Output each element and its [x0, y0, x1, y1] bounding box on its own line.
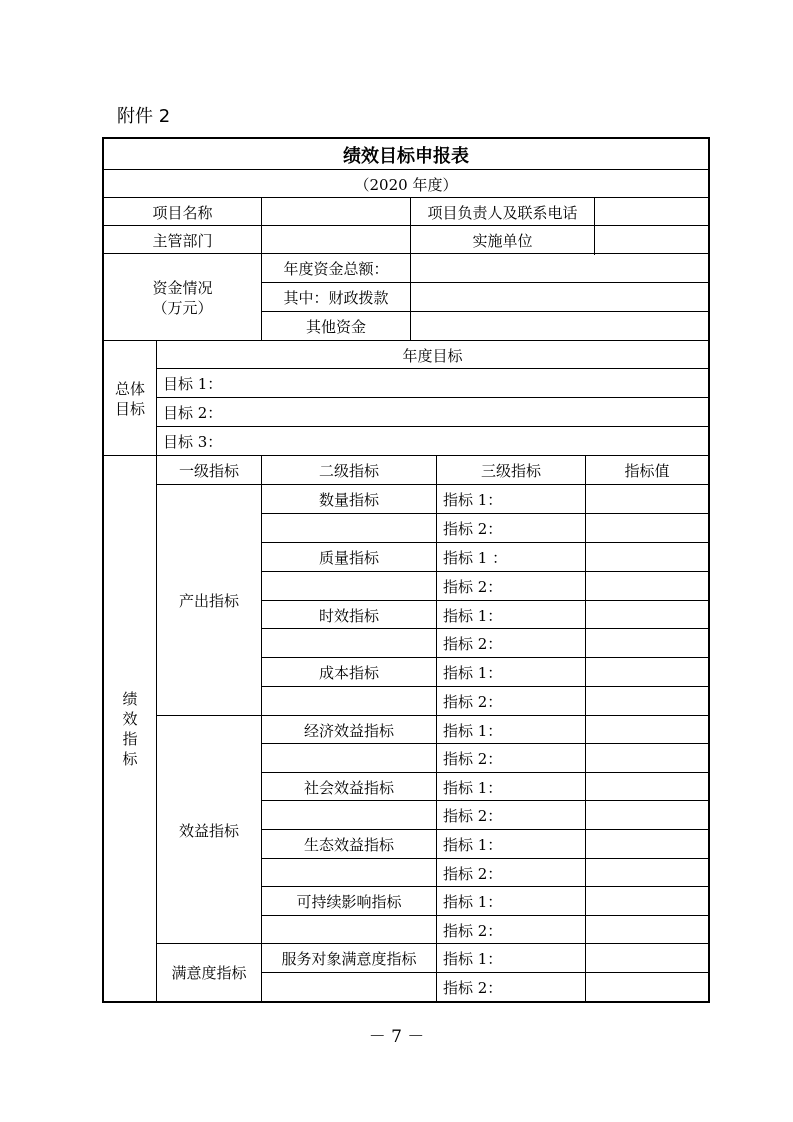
level2-service-satisfaction: 服务对象满意度指标 — [281, 950, 417, 968]
grid-line — [436, 456, 437, 1001]
goal-2[interactable]: 目标 2： — [163, 404, 223, 422]
level1-benefit: 效益指标 — [178, 821, 239, 840]
grid-line — [261, 254, 262, 341]
overall-goal-label-line1: 总体 — [114, 379, 145, 398]
level2-economic: 经济效益指标 — [303, 721, 394, 740]
grid-line — [262, 513, 708, 514]
annual-total-input[interactable] — [411, 254, 708, 283]
grid-line — [261, 198, 262, 255]
perf-char: 指 — [122, 729, 138, 748]
level3-item[interactable]: 指标 2： — [443, 750, 503, 768]
funding-label-line1: 资金情况 — [152, 278, 213, 297]
grid-line — [104, 340, 708, 341]
grid-line — [262, 571, 708, 572]
goal-1[interactable]: 目标 1： — [163, 375, 223, 393]
grid-line — [262, 915, 708, 916]
performance-goal-table — [102, 137, 710, 1003]
level3-item[interactable]: 指标 2： — [443, 921, 503, 940]
grid-line — [104, 455, 708, 456]
perf-char: 绩 — [122, 689, 138, 708]
funding-label — [104, 254, 261, 341]
grid-line — [262, 311, 708, 312]
grid-line — [157, 426, 708, 427]
annual-goal-header: 年度目标 — [402, 346, 463, 365]
grid-line — [157, 368, 708, 369]
grid-line — [262, 282, 708, 283]
project-name-input[interactable] — [262, 198, 410, 226]
level2-quality: 质量指标 — [318, 549, 379, 567]
grid-line — [262, 628, 708, 629]
table-title: 绩效目标申报表 — [343, 145, 469, 167]
grid-line — [262, 829, 708, 830]
perf-char: 标 — [122, 749, 138, 768]
header-level1: 一级指标 — [178, 462, 239, 480]
fiscal-label: 其中：财政拨款 — [283, 289, 389, 307]
grid-line — [585, 456, 586, 1001]
grid-line — [104, 169, 708, 170]
grid-line — [262, 743, 708, 744]
level3-item[interactable]: 指标 1： — [443, 721, 503, 740]
grid-line — [262, 886, 708, 887]
other-funds-input[interactable] — [411, 312, 708, 341]
grid-line — [157, 715, 708, 716]
overall-goal-label — [104, 341, 156, 456]
goal-3[interactable]: 目标 3： — [163, 433, 223, 451]
level3-item[interactable]: 指标 1： — [443, 664, 503, 682]
level2-quantity: 数量指标 — [318, 491, 379, 509]
level3-item[interactable]: 指标 1 ： — [443, 549, 508, 567]
level3-item[interactable]: 指标 2： — [443, 693, 503, 711]
level1-output: 产出指标 — [178, 592, 239, 610]
header-level3: 三级指标 — [480, 462, 541, 480]
level3-item[interactable]: 指标 1： — [443, 778, 503, 797]
perf-char: 效 — [122, 709, 138, 728]
grid-line — [262, 858, 708, 859]
grid-line — [104, 197, 708, 198]
funding-label-line2: （万元） — [152, 298, 213, 317]
overall-goal-label-line2: 目标 — [114, 399, 145, 418]
contact-label: 项目负责人及联系电话 — [427, 203, 578, 222]
grid-line — [262, 657, 708, 658]
grid-line — [261, 456, 262, 1001]
header-level2: 二级指标 — [318, 462, 379, 480]
fiscal-input[interactable] — [411, 283, 708, 312]
project-name-label: 项目名称 — [152, 203, 213, 222]
implementing-unit-input[interactable] — [595, 226, 708, 254]
contact-input[interactable] — [595, 198, 708, 226]
grid-line — [262, 542, 708, 543]
level3-item[interactable]: 指标 2： — [443, 520, 503, 538]
level3-item[interactable]: 指标 2： — [443, 578, 503, 596]
level3-item[interactable]: 指标 2： — [443, 864, 503, 883]
grid-line — [262, 686, 708, 687]
grid-line — [157, 484, 708, 485]
department-label: 主管部门 — [152, 231, 213, 250]
grid-line — [262, 772, 708, 773]
table-year: （2020 年度） — [354, 175, 458, 194]
level3-item[interactable]: 指标 1： — [443, 606, 503, 625]
grid-line — [104, 225, 708, 226]
level2-timeliness: 时效指标 — [318, 607, 379, 625]
grid-line — [157, 943, 708, 944]
grid-line — [104, 253, 708, 254]
performance-indicator-label — [104, 456, 156, 1001]
grid-line — [410, 198, 411, 255]
level3-item[interactable]: 指标 1： — [443, 893, 503, 911]
grid-line — [157, 397, 708, 398]
grid-line — [594, 198, 595, 255]
header-value: 指标值 — [624, 462, 670, 480]
grid-line — [156, 341, 157, 1001]
level3-item[interactable]: 指标 2： — [443, 807, 503, 825]
grid-line — [410, 254, 411, 341]
grid-line — [262, 972, 708, 973]
page-number: － 7 － — [368, 1027, 425, 1047]
level3-item[interactable]: 指标 1： — [443, 836, 503, 854]
level2-cost: 成本指标 — [318, 664, 379, 682]
annual-total-label: 年度资金总额： — [283, 260, 389, 278]
level2-ecological: 生态效益指标 — [303, 836, 394, 854]
level2-sustainable: 可持续影响指标 — [296, 893, 402, 911]
other-funds-label: 其他资金 — [305, 318, 366, 336]
level1-satisfaction: 满意度指标 — [171, 964, 247, 982]
attachment-label: 附件 2 — [117, 106, 171, 127]
implementing-unit-label: 实施单位 — [472, 231, 533, 250]
level3-item[interactable]: 指标 1： — [443, 950, 503, 968]
level2-social: 社会效益指标 — [303, 778, 394, 797]
level3-item[interactable]: 指标 2： — [443, 978, 503, 997]
department-input[interactable] — [262, 226, 410, 254]
level3-item[interactable]: 指标 1： — [443, 491, 503, 509]
grid-line — [262, 800, 708, 801]
level3-item[interactable]: 指标 2： — [443, 635, 503, 653]
grid-line — [262, 600, 708, 601]
